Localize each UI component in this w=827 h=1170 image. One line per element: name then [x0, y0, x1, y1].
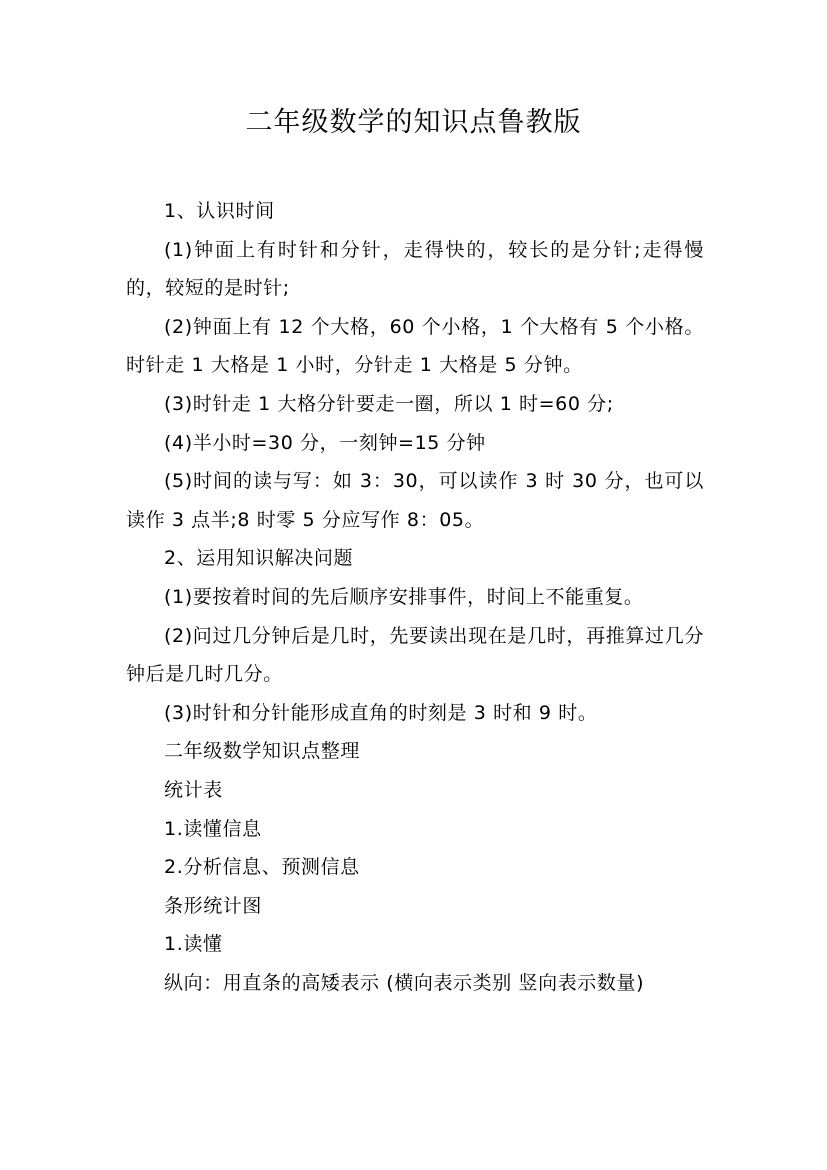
paragraph-vertical-axis: 纵向：用直条的高矮表示 (横向表示类别 竖向表示数量)	[164, 971, 645, 994]
list-item-read: 1.读懂	[164, 933, 223, 956]
document-title: 二年级数学的知识点鲁教版	[245, 107, 582, 138]
paragraph-elapsed-time: (2)问过几分钟后是几时，先要读出现在是几时，再推算过几分钟后是几时几分。	[126, 624, 704, 686]
paragraph-clock-hands: (1)钟面上有时针和分针，走得快的，较长的是分针;走得慢的，较短的是时针;	[126, 238, 704, 300]
heading-statistics-table: 统计表	[164, 778, 223, 801]
paragraph-schedule-order: (1)要按着时间的先后顺序安排事件，时间上不能重复。	[164, 585, 644, 608]
paragraph-right-angle-times: (3)时针和分针能形成直角的时刻是 3 时和 9 时。	[164, 701, 598, 724]
paragraph-half-quarter-hour: (4)半小时=30 分，一刻钟=15 分钟	[164, 431, 486, 454]
heading-knowledge-summary: 二年级数学知识点整理	[164, 740, 361, 763]
paragraph-clock-divisions: (2)钟面上有 12 个大格，60 个小格，1 个大格有 5 个小格。时针走 1 大格是 1 小时，分针走 1 大格是 5 分钟。	[126, 315, 704, 377]
paragraph-hour-equals-minutes: (3)时针走 1 大格分针要走一圈，所以 1 时=60 分;	[164, 392, 614, 415]
document-body	[126, 192, 704, 1002]
heading-recognize-time: 1、认识时间	[164, 200, 275, 222]
heading-bar-chart: 条形统计图	[164, 894, 263, 917]
list-item-read-information: 1.读懂信息	[164, 817, 262, 840]
paragraph-read-write-time: (5)时间的读与写：如 3：30，可以读作 3 时 30 分，也可以读作 3 点半;8 时零 5 分应写作 8：05。	[126, 470, 704, 531]
list-item-analyze-information: 2.分析信息、预测信息	[164, 856, 360, 879]
heading-apply-knowledge: 2、运用知识解决问题	[164, 547, 354, 570]
